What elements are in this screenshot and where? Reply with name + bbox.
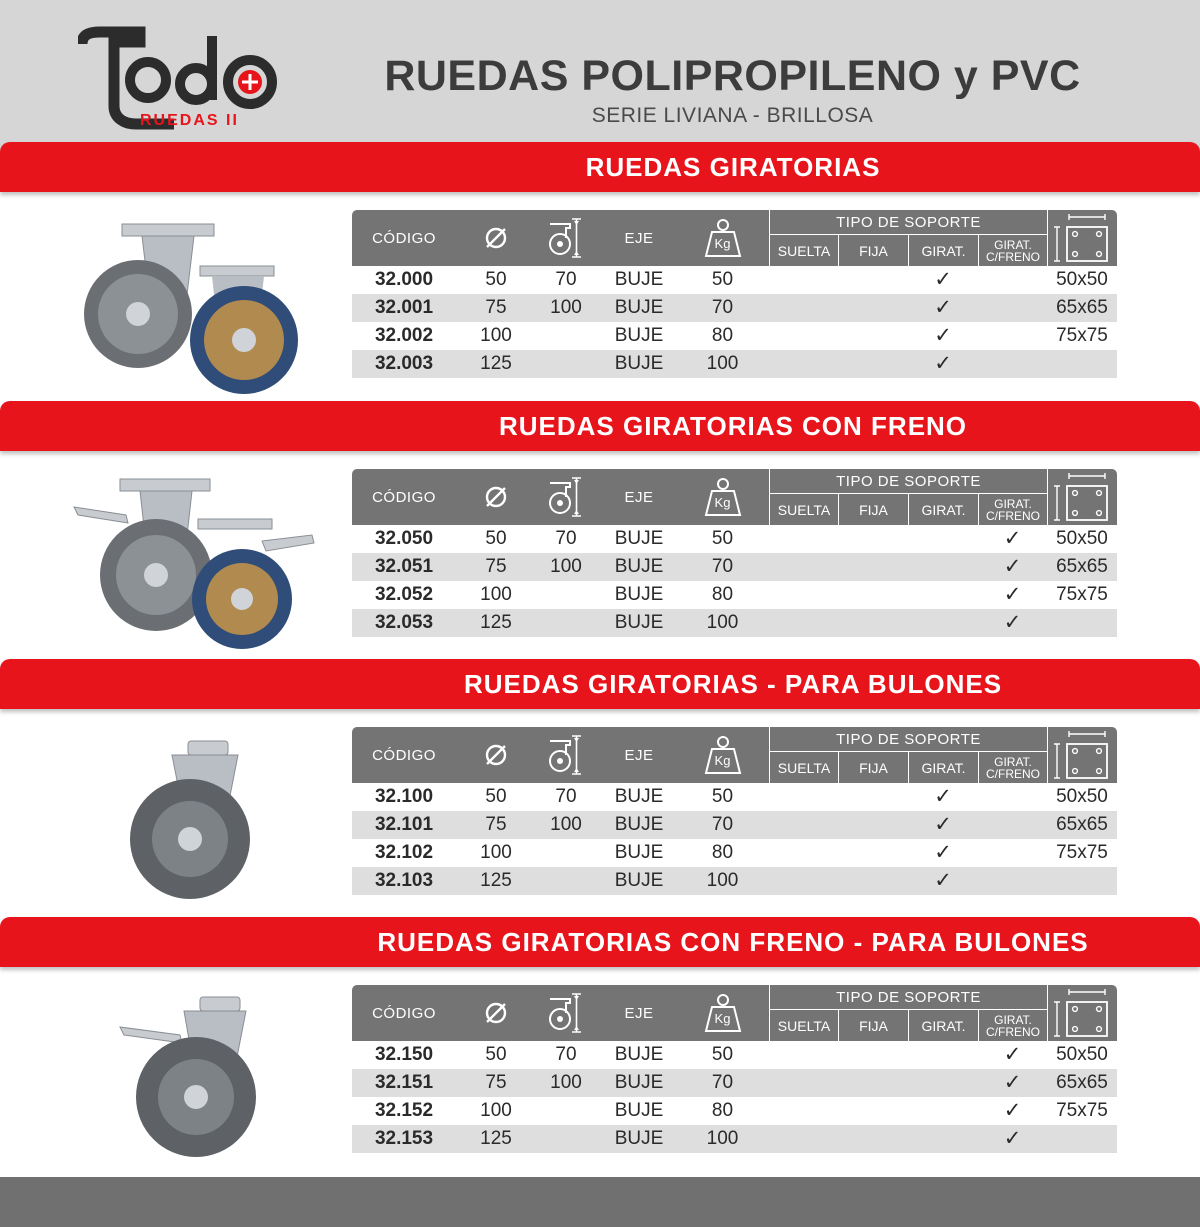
tipo-soporte-group: [769, 727, 1047, 783]
cell-code: 32.103: [374, 870, 434, 891]
cell-code: 32.152: [374, 1100, 434, 1121]
bolt-caster-photo: [130, 741, 250, 899]
table-row: [352, 1097, 1117, 1125]
cell-diam: 100: [480, 842, 512, 863]
cell-plate: 65x65: [1056, 556, 1108, 577]
col-girat-freno: [978, 235, 1047, 266]
product-photo: [60, 985, 330, 1175]
cell-kg: 80: [711, 584, 734, 605]
cell-diam: 75: [485, 297, 507, 318]
product-photo: [60, 469, 330, 659]
diameter-icon: [456, 985, 536, 1041]
cell-height: [530, 322, 602, 350]
col-tipo-soporte: TIPO DE SOPORTE: [769, 985, 1047, 1010]
cell-height: [530, 839, 602, 867]
page-footer: [0, 1177, 1200, 1227]
section-title: RUEDAS GIRATORIAS CON FRENO: [498, 411, 968, 441]
col-tipo-soporte: TIPO DE SOPORTE: [769, 727, 1047, 752]
product-section: [0, 917, 1200, 1175]
table-row: [352, 811, 1117, 839]
cell-plate: [1047, 350, 1117, 378]
col-codigo: CÓDIGO: [372, 488, 436, 506]
section-title: RUEDAS GIRATORIAS: [585, 152, 881, 182]
cell-code: 32.003: [374, 353, 434, 374]
cell-diam: 50: [485, 786, 507, 807]
cell-height: [530, 1125, 602, 1153]
cell-plate: 50x50: [1056, 528, 1108, 549]
kg-label: Kg: [714, 236, 731, 251]
section-title: RUEDAS GIRATORIAS - PARA BULONES: [463, 669, 1003, 699]
caster-brake-photo: [74, 479, 314, 649]
table-header: [352, 210, 1117, 266]
cell-code: 32.051: [374, 556, 434, 577]
cell-plate: 75x75: [1056, 842, 1108, 863]
col-eje: EJE: [624, 229, 654, 247]
check-mark: ✓: [1003, 611, 1022, 634]
product-section: [0, 401, 1200, 659]
cell-plate: 50x50: [1056, 786, 1108, 807]
product-section: [0, 659, 1200, 917]
check-mark: ✓: [934, 324, 952, 347]
cell-kg: 80: [711, 325, 734, 346]
cell-code: 32.050: [374, 528, 434, 549]
col-girat: GIRAT.: [908, 752, 978, 783]
col-suelta: SUELTA: [769, 1010, 838, 1041]
cell-eje: BUJE: [614, 1100, 664, 1121]
cell-height: [530, 350, 602, 378]
table-row: [352, 581, 1117, 609]
cell-diam: 50: [485, 528, 507, 549]
cell-diam: 125: [480, 870, 512, 891]
spec-table: [352, 469, 1117, 637]
col-suelta: SUELTA: [769, 494, 838, 525]
cell-height: 70: [555, 1044, 577, 1065]
cell-code: 32.153: [374, 1128, 434, 1149]
col-tipo-soporte: TIPO DE SOPORTE: [769, 469, 1047, 494]
cell-plate: [1047, 867, 1117, 895]
cell-eje: BUJE: [614, 269, 664, 290]
col-girat: GIRAT.: [908, 1010, 978, 1041]
cell-kg: 80: [711, 842, 734, 863]
cell-eje: BUJE: [614, 842, 664, 863]
cell-diam: 100: [480, 1100, 512, 1121]
wheel-height-icon: [530, 210, 602, 266]
cell-code: 32.101: [374, 814, 434, 835]
col-girat-freno-line1: GIRAT.: [994, 496, 1032, 511]
cell-kg: 50: [711, 1044, 734, 1065]
check-mark: ✓: [934, 296, 952, 319]
weight-icon: [676, 469, 769, 525]
cell-kg: 100: [706, 353, 739, 374]
cell-diam: 125: [480, 1128, 512, 1149]
table-row: [352, 525, 1117, 553]
table-row: [352, 553, 1117, 581]
cell-height: 100: [550, 556, 582, 577]
check-mark: ✓: [934, 268, 952, 291]
cell-height: 100: [550, 814, 582, 835]
cell-eje: BUJE: [614, 556, 664, 577]
check-mark: ✓: [934, 869, 952, 892]
cell-kg: 100: [706, 1128, 739, 1149]
check-mark: ✓: [934, 352, 952, 375]
cell-code: 32.001: [374, 297, 434, 318]
col-suelta: SUELTA: [769, 235, 838, 266]
col-fija: FIJA: [838, 1010, 908, 1041]
cell-diam: 75: [485, 814, 507, 835]
cell-kg: 50: [711, 786, 734, 807]
cell-plate: 50x50: [1056, 1044, 1108, 1065]
cell-height: 100: [550, 1072, 582, 1093]
check-mark: ✓: [1003, 1043, 1022, 1066]
cell-height: 70: [555, 786, 577, 807]
col-fija: FIJA: [838, 494, 908, 525]
diameter-icon: [456, 727, 536, 783]
col-girat-freno-line1: GIRAT.: [994, 237, 1032, 252]
cell-eje: BUJE: [614, 1072, 664, 1093]
col-girat-freno: [978, 1010, 1047, 1041]
cell-eje: BUJE: [614, 528, 664, 549]
tipo-soporte-group: [769, 469, 1047, 525]
check-mark: ✓: [1003, 527, 1022, 550]
check-mark: ✓: [1003, 1099, 1022, 1122]
wheel-height-icon: [530, 727, 602, 783]
col-girat-freno-line2: C/FRENO: [986, 1024, 1040, 1039]
cell-kg: 80: [711, 1100, 734, 1121]
plate-size-icon: [1047, 985, 1117, 1041]
cell-eje: BUJE: [614, 870, 664, 891]
col-girat-freno-line1: GIRAT.: [994, 1012, 1032, 1027]
page-header: [0, 0, 1200, 150]
table-row: [352, 322, 1117, 350]
section-banner: [0, 401, 1200, 451]
cell-plate: 75x75: [1056, 1100, 1108, 1121]
cell-code: 32.150: [374, 1044, 434, 1065]
cell-code: 32.102: [374, 842, 434, 863]
cell-kg: 50: [711, 269, 734, 290]
cell-diam: 125: [480, 612, 512, 633]
cell-plate: [1047, 1125, 1117, 1153]
cell-plate: 65x65: [1056, 814, 1108, 835]
col-eje: EJE: [624, 488, 654, 506]
spec-table: [352, 727, 1117, 895]
cell-kg: 70: [711, 556, 734, 577]
cell-height: [530, 581, 602, 609]
cell-code: 32.151: [374, 1072, 434, 1093]
cell-code: 32.100: [374, 786, 434, 807]
table-row: [352, 294, 1117, 322]
kg-label: Kg: [714, 495, 731, 510]
table-row: [352, 1041, 1117, 1069]
diameter-icon: [456, 469, 536, 525]
cell-diam: 100: [480, 325, 512, 346]
cell-eje: BUJE: [614, 297, 664, 318]
cell-plate: 75x75: [1056, 325, 1108, 346]
col-girat-freno-line2: C/FRENO: [986, 249, 1040, 264]
cell-eje: BUJE: [614, 814, 664, 835]
wheel-height-icon: [530, 985, 602, 1041]
kg-label: Kg: [714, 753, 731, 768]
kg-label: Kg: [714, 1011, 731, 1026]
table-row: [352, 350, 1117, 378]
check-mark: ✓: [1003, 1071, 1022, 1094]
cell-kg: 100: [706, 612, 739, 633]
section-banner: [0, 142, 1200, 192]
col-codigo: CÓDIGO: [372, 746, 436, 764]
check-mark: ✓: [934, 785, 952, 808]
cell-eje: BUJE: [614, 1128, 664, 1149]
cell-diam: 100: [480, 584, 512, 605]
cell-kg: 50: [711, 528, 734, 549]
cell-plate: 65x65: [1056, 297, 1108, 318]
plate-size-icon: [1047, 727, 1117, 783]
cell-plate: 50x50: [1056, 269, 1108, 290]
check-mark: ✓: [1003, 555, 1022, 578]
table-row: [352, 839, 1117, 867]
col-codigo: CÓDIGO: [372, 229, 436, 247]
cell-kg: 100: [706, 870, 739, 891]
col-girat-freno-line2: C/FRENO: [986, 508, 1040, 523]
cell-code: 32.053: [374, 612, 434, 633]
col-girat: GIRAT.: [908, 494, 978, 525]
cell-diam: 75: [485, 556, 507, 577]
cell-eje: BUJE: [614, 584, 664, 605]
todo-ruedas-logo: [78, 26, 288, 130]
cell-diam: 50: [485, 269, 507, 290]
cell-code: 32.000: [374, 269, 434, 290]
cell-kg: 70: [711, 1072, 734, 1093]
spec-table: [352, 985, 1117, 1153]
product-section: [0, 142, 1200, 400]
cell-diam: 50: [485, 1044, 507, 1065]
cell-kg: 70: [711, 297, 734, 318]
check-mark: ✓: [934, 813, 952, 836]
cell-eje: BUJE: [614, 786, 664, 807]
col-codigo: CÓDIGO: [372, 1004, 436, 1022]
table-row: [352, 1125, 1117, 1153]
diameter-icon: [456, 210, 536, 266]
cell-code: 32.002: [374, 325, 434, 346]
table-row: [352, 783, 1117, 811]
cell-plate: 65x65: [1056, 1072, 1108, 1093]
col-fija: FIJA: [838, 235, 908, 266]
page-subtitle: SERIE LIVIANA - BRILLOSA: [591, 104, 874, 127]
cell-height: [530, 1097, 602, 1125]
cell-code: 32.052: [374, 584, 434, 605]
cell-diam: 125: [480, 353, 512, 374]
logo-sub-text: RUEDAS II: [140, 112, 239, 129]
product-photo: [60, 210, 330, 400]
plate-size-icon: [1047, 210, 1117, 266]
wheel-height-icon: [530, 469, 602, 525]
col-tipo-soporte: TIPO DE SOPORTE: [769, 210, 1047, 235]
col-girat-freno: [978, 752, 1047, 783]
section-title: RUEDAS GIRATORIAS CON FRENO - PARA BULONES: [377, 927, 1089, 957]
cell-eje: BUJE: [614, 325, 664, 346]
page-title: RUEDAS POLIPROPILENO y PVC: [384, 52, 1081, 100]
cell-height: [530, 867, 602, 895]
cell-height: 100: [550, 297, 582, 318]
product-photo: [60, 727, 330, 917]
cell-eje: BUJE: [614, 353, 664, 374]
col-girat-freno-line1: GIRAT.: [994, 754, 1032, 769]
col-girat-freno-line2: C/FRENO: [986, 766, 1040, 781]
cell-eje: BUJE: [614, 1044, 664, 1065]
cell-plate: [1047, 609, 1117, 637]
col-fija: FIJA: [838, 752, 908, 783]
spec-table: [352, 210, 1117, 378]
col-eje: EJE: [624, 1004, 654, 1022]
tipo-soporte-group: [769, 210, 1047, 266]
cell-plate: 75x75: [1056, 584, 1108, 605]
cell-kg: 70: [711, 814, 734, 835]
col-girat-freno: [978, 494, 1047, 525]
table-row: [352, 867, 1117, 895]
weight-icon: [676, 210, 769, 266]
table-header: [352, 985, 1117, 1041]
cell-eje: BUJE: [614, 612, 664, 633]
caster-photo: [84, 224, 298, 394]
cell-height: 70: [555, 269, 577, 290]
check-mark: ✓: [1003, 1127, 1022, 1150]
table-row: [352, 609, 1117, 637]
check-mark: ✓: [1003, 583, 1022, 606]
section-banner: [0, 917, 1200, 967]
table-header: [352, 727, 1117, 783]
col-suelta: SUELTA: [769, 752, 838, 783]
cell-diam: 75: [485, 1072, 507, 1093]
col-eje: EJE: [624, 746, 654, 764]
cell-height: 70: [555, 528, 577, 549]
bolt-caster-brake-photo: [120, 997, 256, 1157]
section-banner: [0, 659, 1200, 709]
table-row: [352, 266, 1117, 294]
plate-size-icon: [1047, 469, 1117, 525]
table-header: [352, 469, 1117, 525]
tipo-soporte-group: [769, 985, 1047, 1041]
col-girat: GIRAT.: [908, 235, 978, 266]
check-mark: ✓: [934, 841, 952, 864]
weight-icon: [676, 727, 769, 783]
table-row: [352, 1069, 1117, 1097]
weight-icon: [676, 985, 769, 1041]
cell-height: [530, 609, 602, 637]
